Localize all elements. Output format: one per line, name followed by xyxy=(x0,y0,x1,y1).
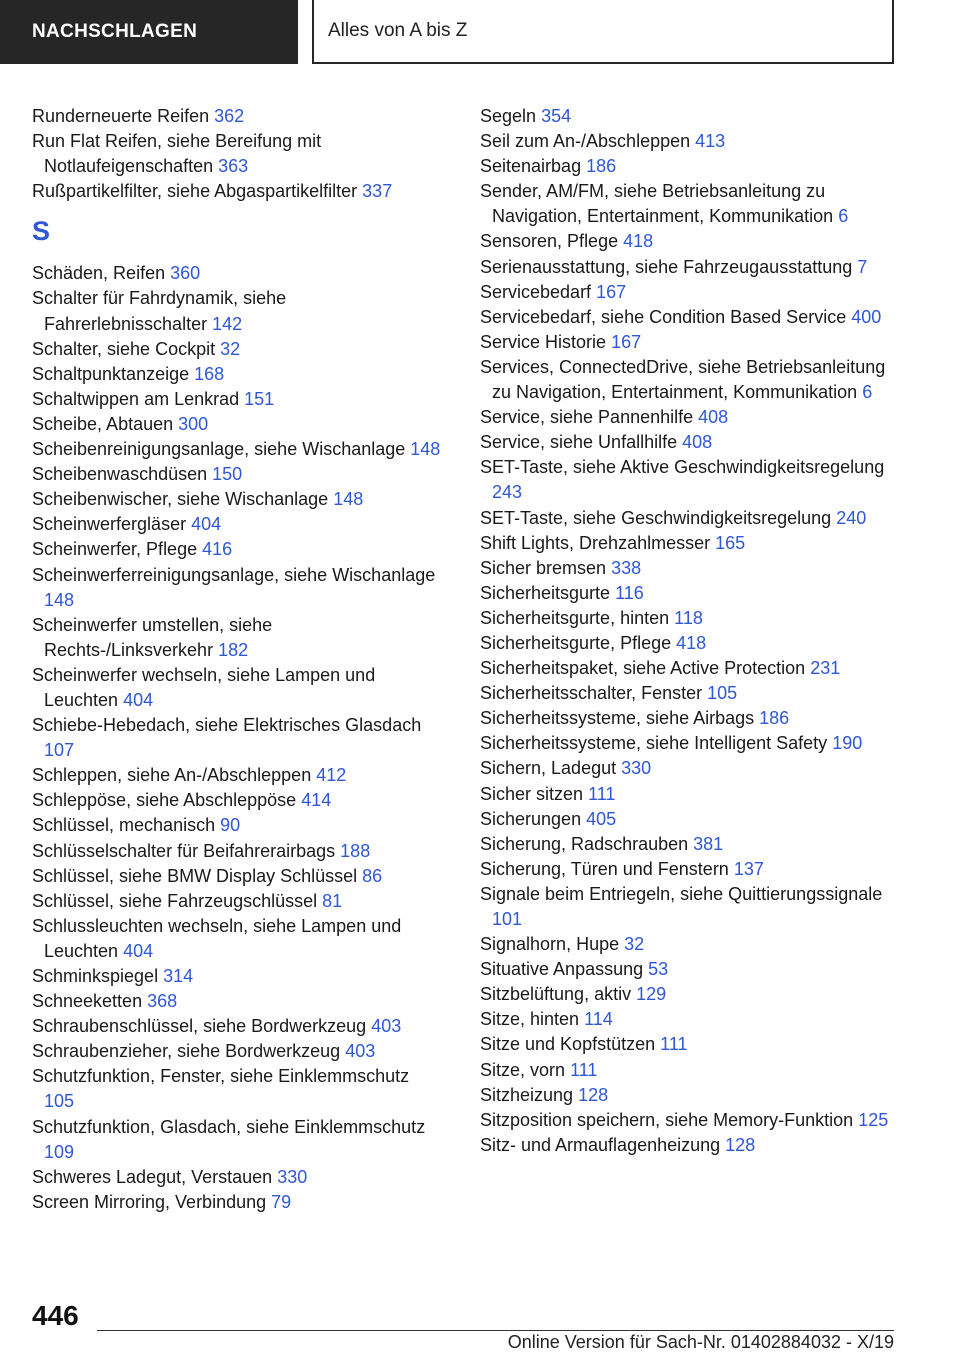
index-entry xyxy=(32,763,444,788)
index-entry-text: Signalhorn, Hupe xyxy=(480,934,620,955)
page-reference-link[interactable]: 330 xyxy=(277,1166,308,1187)
index-entry-text: Service, siehe Pannenhilfe xyxy=(480,407,694,428)
index-entry xyxy=(480,857,892,882)
index-entry-text: SET-Taste, siehe Aktive Geschwindigkeitsregelung xyxy=(480,457,885,478)
index-entry-text: Schutzfunktion, Fenster, siehe Einklemmschutz xyxy=(32,1066,410,1087)
index-entry xyxy=(32,412,444,437)
index-entry-text: Signale beim Entriegeln, siehe Quittierungssignale xyxy=(480,883,883,904)
index-entry xyxy=(32,788,444,813)
page-reference-link[interactable]: 363 xyxy=(218,156,249,177)
index-entry-text: Sicherheitsgurte, hinten xyxy=(480,607,670,628)
index-entry-text: Schleppen, siehe An-/Abschleppen xyxy=(32,765,312,786)
index-entry xyxy=(32,989,444,1014)
index-entry-text: Sicherheitsgurte xyxy=(480,582,611,603)
index-entry xyxy=(480,782,892,807)
page-reference-link[interactable]: 416 xyxy=(202,539,233,560)
index-entry-text: Scheibenwaschdüsen xyxy=(32,464,208,485)
index-entry-text: Scheinwerfer wechseln, siehe Lampen und Leuchten xyxy=(32,664,376,710)
page-reference-link[interactable]: 79 xyxy=(271,1191,292,1212)
page-reference-link[interactable]: 414 xyxy=(301,790,332,811)
index-entry xyxy=(32,1064,444,1114)
page-reference-link[interactable]: 167 xyxy=(611,331,642,352)
index-entry-text: Sender, AM/FM, siehe Betriebsanleitung zu Navigation, Entertainment, Kommunikation xyxy=(480,181,834,227)
page-reference-link[interactable]: 118 xyxy=(674,607,703,628)
index-entry xyxy=(480,330,892,355)
page-reference-link[interactable]: 190 xyxy=(832,733,863,754)
index-entry xyxy=(480,631,892,656)
index-entry xyxy=(480,430,892,455)
page-reference-link[interactable]: 240 xyxy=(836,507,867,528)
page-reference-link[interactable]: 150 xyxy=(212,464,243,485)
index-entry-text: Scheinwerfer umstellen, siehe Rechts-/Linksverkehr xyxy=(32,614,273,660)
index-entry-text: Servicebedarf xyxy=(480,281,592,302)
index-column-right xyxy=(480,104,892,1158)
index-entry xyxy=(480,581,892,606)
index-entry-text: Schäden, Reifen xyxy=(32,263,166,284)
index-entry-text: Sitzheizung xyxy=(480,1084,574,1105)
index-entry xyxy=(32,129,444,179)
page-reference-link[interactable]: 116 xyxy=(615,582,644,603)
page-reference-link[interactable]: 337 xyxy=(362,181,393,202)
index-entry xyxy=(480,756,892,781)
index-entry-text: Sicherung, Radschrauben xyxy=(480,833,689,854)
index-entry-text: Scheinwerferreinigungsanlage, siehe Wischanlage xyxy=(32,564,436,585)
index-entry xyxy=(480,832,892,857)
page-reference-link[interactable]: 129 xyxy=(636,984,667,1005)
index-entry-text: Schraubenzieher, siehe Bordwerkzeug xyxy=(32,1041,341,1062)
index-entry xyxy=(480,104,892,129)
page-reference-link[interactable]: 151 xyxy=(244,388,275,409)
page-reference-link[interactable]: 408 xyxy=(682,432,713,453)
page-reference-link[interactable]: 360 xyxy=(170,263,201,284)
index-entry-text: SET-Taste, siehe Geschwindigkeitsregelung xyxy=(480,507,832,528)
page-reference-link[interactable]: 114 xyxy=(584,1009,613,1030)
page-reference-link[interactable]: 142 xyxy=(212,313,243,334)
page-reference-link[interactable]: 90 xyxy=(220,815,241,836)
page-reference-link[interactable]: 6 xyxy=(838,206,849,227)
page-reference-link[interactable]: 165 xyxy=(715,532,746,553)
index-entry-text: Sicher bremsen xyxy=(480,557,607,578)
index-entry xyxy=(32,512,444,537)
page-reference-link[interactable]: 404 xyxy=(123,689,154,710)
section-tab xyxy=(0,0,298,64)
page-reference-link[interactable]: 125 xyxy=(858,1109,889,1130)
page-reference-link[interactable]: 109 xyxy=(44,1141,75,1162)
index-entry-text: Sitzposition speichern, siehe Memory-Funktion xyxy=(480,1109,854,1130)
index-entry xyxy=(32,1190,444,1215)
chapter-title: Alles von A bis Z xyxy=(328,20,468,41)
index-entry xyxy=(480,606,892,631)
index-entry xyxy=(32,1165,444,1190)
index-entry xyxy=(480,280,892,305)
index-entry xyxy=(480,1032,892,1057)
page-reference-link[interactable]: 186 xyxy=(759,708,790,729)
page-reference-link[interactable]: 32 xyxy=(624,934,645,955)
section-title: NACHSCHLAGEN xyxy=(32,21,198,42)
page-reference-link[interactable]: 53 xyxy=(648,959,669,980)
index-entry xyxy=(32,1014,444,1039)
index-entry xyxy=(480,731,892,756)
index-entry-text: Schaltpunktanzeige xyxy=(32,363,190,384)
index-entry xyxy=(480,405,892,430)
index-entry-text: Sicherheitsschalter, Fenster xyxy=(480,683,703,704)
page-reference-link[interactable]: 111 xyxy=(660,1034,688,1055)
index-entry-text: Sicherheitssysteme, siehe Airbags xyxy=(480,708,755,729)
page-reference-link[interactable]: 300 xyxy=(178,413,209,434)
index-entry-text: Schneeketten xyxy=(32,991,143,1012)
page-reference-link[interactable]: 330 xyxy=(621,758,652,779)
index-entry xyxy=(480,355,892,405)
index-entry xyxy=(32,462,444,487)
page-reference-link[interactable]: 404 xyxy=(123,940,154,961)
index-entry xyxy=(32,914,444,964)
index-entry xyxy=(480,255,892,280)
page-reference-link[interactable]: 404 xyxy=(191,514,222,535)
page-reference-link[interactable]: 111 xyxy=(588,783,616,804)
index-entry-text: Schleppöse, siehe Abschleppöse xyxy=(32,790,297,811)
index-entry-text: Sicherungen xyxy=(480,808,582,829)
index-entry xyxy=(32,537,444,562)
index-entry-text: Sichern, Ladegut xyxy=(480,758,617,779)
index-entry xyxy=(32,1115,444,1165)
index-entry xyxy=(32,261,444,286)
page-reference-link[interactable]: 182 xyxy=(218,639,249,660)
index-entry xyxy=(480,1007,892,1032)
index-entry-text: Schweres Ladegut, Verstauen xyxy=(32,1166,273,1187)
index-entry-text: Schutzfunktion, Glasdach, siehe Einklemmschutz xyxy=(32,1116,426,1137)
index-entry xyxy=(480,531,892,556)
index-entry xyxy=(32,663,444,713)
index-entry xyxy=(480,506,892,531)
index-entry xyxy=(32,104,444,129)
index-entry-text: Scheibenwischer, siehe Wischanlage xyxy=(32,489,329,510)
index-entry xyxy=(480,556,892,581)
page-reference-link[interactable]: 362 xyxy=(214,106,245,126)
index-entry-text: Sitz- und Armauflagenheizung xyxy=(480,1134,721,1155)
page-reference-link[interactable]: 86 xyxy=(362,865,383,886)
page-reference-link[interactable]: 128 xyxy=(725,1134,756,1155)
index-entry-text: Sicherheitsgurte, Pflege xyxy=(480,632,672,653)
page-reference-link[interactable]: 111 xyxy=(570,1059,598,1080)
index-entry xyxy=(480,807,892,832)
index-entry xyxy=(32,337,444,362)
index-entry xyxy=(480,957,892,982)
index-entry-text: Run Flat Reifen, siehe Bereifung mit Notlaufeigenschaften xyxy=(32,131,322,177)
index-entry xyxy=(32,362,444,387)
index-entry-text: Scheinwerfer, Pflege xyxy=(32,539,198,560)
page-reference-link[interactable]: 418 xyxy=(623,231,654,252)
page-reference-link[interactable]: 338 xyxy=(611,557,642,578)
index-entry-text: Schaltwippen am Lenkrad xyxy=(32,388,240,409)
index-entry xyxy=(480,1083,892,1108)
index-entry-text: Sitzbelüftung, aktiv xyxy=(480,984,632,1005)
page-reference-link[interactable]: 314 xyxy=(163,966,194,986)
index-entry xyxy=(480,656,892,681)
index-entry xyxy=(480,1133,892,1158)
index-entry-text: Schiebe-Hebedach, siehe Elektrisches Glasdach xyxy=(32,715,422,736)
page-reference-link[interactable]: 403 xyxy=(345,1041,376,1062)
page-reference-link[interactable]: 188 xyxy=(340,840,371,861)
page-reference-link[interactable]: 6 xyxy=(862,382,873,403)
index-entry-text: Sitze und Kopfstützen xyxy=(480,1034,656,1055)
page-reference-link[interactable]: 168 xyxy=(194,363,225,384)
index-entry xyxy=(32,839,444,864)
index-entry-text: Service Historie xyxy=(480,331,607,352)
index-entry xyxy=(32,813,444,838)
page-reference-link[interactable]: 137 xyxy=(733,858,764,879)
index-entry-text: Scheibe, Abtauen xyxy=(32,413,174,434)
index-entry-text: Sensoren, Pflege xyxy=(480,231,619,252)
index-entry xyxy=(480,229,892,254)
index-entry-text: Screen Mirroring, Verbindung xyxy=(32,1191,267,1212)
index-entry-text: Scheinwerfergläser xyxy=(32,514,187,535)
index-entry xyxy=(480,455,892,505)
index-entry-text: Sicherheitssysteme, siehe Intelligent Safety xyxy=(480,733,828,754)
index-entry-text: Seitenairbag xyxy=(480,156,582,177)
chapter-header xyxy=(312,0,894,64)
page-reference-link[interactable]: 148 xyxy=(410,439,441,460)
index-entry xyxy=(480,982,892,1007)
page-reference-link[interactable]: 105 xyxy=(44,1091,75,1112)
page-reference-link[interactable]: 105 xyxy=(707,683,738,704)
page-reference-link[interactable]: 381 xyxy=(693,833,724,854)
index-entry xyxy=(32,387,444,412)
page-reference-link[interactable]: 148 xyxy=(44,589,75,610)
page-reference-link[interactable]: 418 xyxy=(676,632,707,653)
index-entry-text: Sitze, vorn xyxy=(480,1059,566,1080)
page-reference-link[interactable]: 101 xyxy=(492,909,523,929)
index-entry-text: Schalter für Fahrdynamik, siehe Fahrerlebnisschalter xyxy=(32,288,287,334)
page-reference-link[interactable]: 128 xyxy=(578,1084,609,1105)
page-reference-link[interactable]: 243 xyxy=(492,482,523,503)
index-entry-text: Schlüssel, mechanisch xyxy=(32,815,216,836)
index-entry xyxy=(480,1108,892,1133)
index-entry-text: Sicherung, Türen und Fenstern xyxy=(480,858,729,879)
index-entry xyxy=(480,681,892,706)
page-reference-link[interactable]: 107 xyxy=(44,740,75,761)
index-entry xyxy=(480,305,892,330)
page-reference-link[interactable]: 408 xyxy=(698,407,729,428)
index-entry xyxy=(32,613,444,663)
index-entry-text: Scheibenreinigungsanlage, siehe Wischanlage xyxy=(32,439,406,460)
page-reference-link[interactable]: 400 xyxy=(851,306,882,327)
page-reference-link[interactable]: 186 xyxy=(586,156,617,177)
index-entry xyxy=(480,882,892,932)
index-entry-text: Schalter, siehe Cockpit xyxy=(32,338,216,359)
index-entry xyxy=(480,129,892,154)
page-reference-link[interactable]: 354 xyxy=(541,106,572,126)
index-entry xyxy=(32,286,444,336)
index-entry xyxy=(32,487,444,512)
page-reference-link[interactable]: 231 xyxy=(810,658,841,679)
index-entry-text: Schlüssel, siehe Fahrzeugschlüssel xyxy=(32,890,318,911)
index-entry-text: Segeln xyxy=(480,106,537,126)
page-reference-link[interactable]: 412 xyxy=(316,765,347,786)
index-entry xyxy=(480,179,892,229)
index-entry xyxy=(480,1058,892,1083)
index-entry xyxy=(32,1039,444,1064)
index-entry-text: Schminkspiegel xyxy=(32,966,159,986)
index-entry-text: Shift Lights, Drehzahlmesser xyxy=(480,532,711,553)
footer-text: Online Version für Sach-Nr. 01402884032 - X/19 xyxy=(507,1332,894,1352)
page-number: 446 xyxy=(32,1300,79,1331)
index-entry xyxy=(480,154,892,179)
page-reference-link[interactable]: 7 xyxy=(857,256,868,277)
index-entry-text: Servicebedarf, siehe Condition Based Service xyxy=(480,306,847,327)
page-reference-link[interactable]: 148 xyxy=(333,489,364,510)
page-reference-link[interactable]: 368 xyxy=(147,991,178,1012)
index-entry-text: Services, ConnectedDrive, siehe Betriebsanleitung zu Navigation, Entertainment, Kommunikation xyxy=(480,356,886,403)
index-entry-text: Service, siehe Unfallhilfe xyxy=(480,432,678,453)
index-entry xyxy=(32,964,444,989)
index-entry xyxy=(32,864,444,889)
index-column-left xyxy=(32,104,444,1215)
page-reference-link[interactable]: 403 xyxy=(371,1016,402,1037)
index-entry xyxy=(32,889,444,914)
page-reference-link[interactable]: 413 xyxy=(695,131,726,152)
page-reference-link[interactable]: 167 xyxy=(596,281,627,302)
index-entry xyxy=(32,179,444,204)
index-entry-text: Serienausstattung, siehe Fahrzeugausstattung xyxy=(480,256,853,277)
index-entry-text: Schraubenschlüssel, siehe Bordwerkzeug xyxy=(32,1016,367,1037)
index-entry xyxy=(480,932,892,957)
index-entry-text: Sicher sitzen xyxy=(480,783,584,804)
page-reference-link[interactable]: 32 xyxy=(220,338,241,359)
index-entry xyxy=(32,437,444,462)
index-entry-text: Schlüsselschalter für Beifahrerairbags xyxy=(32,840,336,861)
index-entry-text: Schlüssel, siehe BMW Display Schlüssel xyxy=(32,865,358,886)
index-letter-heading: S xyxy=(32,216,51,247)
page-reference-link[interactable]: 81 xyxy=(322,890,343,911)
index-entry-text: Sicherheitspaket, siehe Active Protection xyxy=(480,658,806,679)
index-entry-text: Rußpartikelfilter, siehe Abgaspartikelfilter xyxy=(32,181,358,202)
page-reference-link[interactable]: 405 xyxy=(586,808,617,829)
index-entry xyxy=(32,713,444,763)
index-entry-text: Situative Anpassung xyxy=(480,959,644,980)
index-entry-text: Runderneuerte Reifen xyxy=(32,106,210,126)
index-entry-text: Seil zum An-/Abschleppen xyxy=(480,131,691,152)
index-entry xyxy=(480,706,892,731)
footer-divider xyxy=(97,1330,894,1331)
index-entry-text: Schlussleuchten wechseln, siehe Lampen und Leuchten xyxy=(32,915,402,961)
index-entry xyxy=(32,563,444,613)
index-entry-text: Sitze, hinten xyxy=(480,1009,580,1030)
